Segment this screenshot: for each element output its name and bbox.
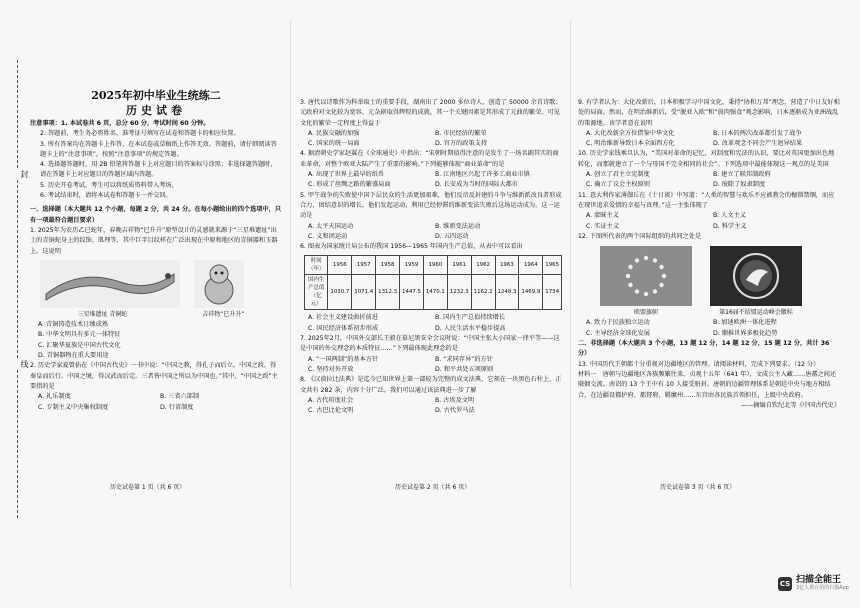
answer-option: A. 致力于民族独立运动 (586, 319, 650, 327)
page-column-1 (30, 88, 282, 413)
answer-option: C. 主导经济全球化发展 (586, 329, 650, 337)
table-cell: 1734 (543, 275, 562, 310)
question-2-options (30, 392, 282, 413)
table-header-row (305, 256, 562, 275)
answer-option: D. 长安成为当时的国际大都市 (435, 181, 518, 189)
question-11: 11. 意大利作家薄伽丘在《十日谈》中写道：“人类的智慧与欢乐不应被教会的枷锁禁锢，而应在现世追求爱情的幸福与真理。”这一主张体现了 (578, 191, 835, 209)
page-column-2 (300, 98, 562, 416)
column-divider (570, 20, 571, 588)
table-header-cell: 1965 (543, 256, 562, 275)
column-divider (290, 20, 291, 588)
question-10: 10. 历史学家钱乘旦认为，“美国对革命的记忆，对制度和宪法的认识，要比对英国更加出色地转化，而那就建立了一个与母国不完全相同的社会”。下列选项中最能体现这一观点的是美国 (578, 150, 835, 168)
note-line: 4. 选择题答题时，用 2B 铅笔将答题卡上对应题目的答案标号涂黑；非选择题答题时，请在答题卡上对应题目的答题区域内答题。 (40, 161, 277, 179)
camscanner-logo-icon: CS (778, 577, 792, 591)
watermark-name: 扫描全能王 (796, 575, 842, 585)
answer-option: A. 蒙昧主义 (586, 212, 619, 220)
answer-option: C. 国民经济体系初步形成 (308, 324, 379, 332)
table-cell: 1162.2 (471, 275, 495, 310)
table-header-cell: 1963 (495, 256, 519, 275)
table-header-cell: 1960 (423, 256, 447, 275)
answer-option: C. 古巴比伦文明 (308, 407, 354, 415)
answer-option: B. 江南地区兴起了许多工商业市镇 (435, 171, 530, 179)
answer-option: B. 维新变法运动 (435, 222, 481, 230)
material-source: ——摘编自钦纪北等《中国古代史》 (741, 401, 840, 409)
answer-option: D. 青铜器物在重大要用途 (38, 352, 109, 360)
question-8-options (300, 396, 562, 417)
bronze-snake-image (40, 260, 180, 308)
exam-title: 2025年初中毕业生统练二 (91, 89, 221, 102)
answer-option: D. 顺推世界多极化趋势 (713, 329, 778, 337)
page-column-3 (578, 98, 840, 411)
question-5-options (300, 222, 562, 243)
answer-option: B. 中华文明具有多元一体特征 (38, 331, 121, 339)
question-4: 4. 据清朝史学家赵翼在《全球通史》中指出：“宋朝时期值得注意的是发生了一场名副其实的商业革命，对整个欧亚大陆产生了重要的影响。”下列能够体现“商业革命”的是 (300, 150, 559, 168)
answer-option: B. 日本的两次改革都引发了战争 (713, 129, 802, 137)
answer-option: D. 改革观念不同会产生迥异结果 (713, 140, 803, 148)
answer-option: B. 三省六部制 (160, 393, 200, 401)
answer-option: B. 加速欧洲一体化进程 (713, 319, 777, 327)
section-heading: 一、选择题（本大题共 12 个小题，每题 2 分，共 24 分。在每小题给出的四个选项中，只有一项最符合题目要求） (30, 206, 282, 224)
question-1-options (30, 320, 282, 361)
answer-option: D. 科学主义 (713, 222, 747, 230)
table-cell: 1071.4 (352, 275, 376, 310)
note-line: 5. 历史开卷考试，考生可以将纸质资料带入考场。 (40, 181, 178, 189)
binding-label-top: 封 (6, 170, 30, 178)
question-1-images (40, 260, 282, 308)
answer-option: C. 汇聚华夏族是中国古代文化 (38, 341, 121, 349)
table-header-cell: 1956 (328, 256, 352, 275)
answer-option: B. 古埃及文明 (435, 396, 475, 404)
image-caption: 欧盟旗帜 (633, 309, 658, 317)
question-9-options (578, 129, 840, 150)
page-footer: 历史试卷第 3 页（共 6 页） (660, 484, 736, 491)
table-cell: 1030.7 (328, 275, 352, 310)
question-12: 12. 下图所代表的两个国际组织的共同之处是 (578, 232, 702, 240)
answer-option: B. 市民经济的繁荣 (435, 129, 487, 137)
answer-option: C. 专制主义中央集权制度 (38, 403, 109, 411)
table-cell: 1469.9 (519, 275, 543, 310)
table-cell: 1232.3 (447, 275, 471, 310)
answer-option: C. 明治维新导致日本全面西方化 (586, 140, 675, 148)
table-header-cell: 1961 (447, 256, 471, 275)
answer-option: A. 青铜铸造技术日臻成熟 (38, 321, 108, 329)
question-12-images (600, 246, 840, 306)
answer-option: D. 古代罗马法 (435, 407, 475, 415)
question-1-captions (30, 310, 282, 320)
table-header-cell: 1962 (471, 256, 495, 275)
question-12-captions (600, 308, 840, 318)
watermark-subtitle: 3亿人都在用的扫描App (796, 585, 849, 591)
table-header-cell: 1964 (519, 256, 543, 275)
answer-option: A. 创立了君主立宪制度 (586, 171, 650, 179)
answer-option: D. 行省制度 (160, 403, 194, 411)
scanner-watermark (778, 575, 849, 592)
answer-option: C. 义和团运动 (308, 232, 348, 240)
gdp-table (304, 255, 562, 310)
answer-option: D. 五四运动 (435, 232, 469, 240)
note-line: 6. 考试结束时，请将本试卷和答题卡一并交回。 (40, 192, 172, 200)
mascot-image (194, 260, 244, 308)
question-6-options (300, 313, 562, 334)
table-row-label: 国内生产总值（亿元） (305, 275, 328, 310)
section-heading: 二、非选择题（本大题共 3 个小题，13 题 12 分，14 题 12 分，15 题 12 分，共计 36 分） (578, 340, 830, 358)
question-9: 9. 有学者认为：大化改新后，日本积极学习中国文化，秉持“协和万邦”理念，营造了中日友好相处的局面。然而，在明治维新后，受“脱亚入欧”和“弱肉强食”观念影响，日本逐渐成为亚洲战乱的策源地。该学者意在说明 (578, 99, 840, 127)
answer-option: D. 废除了奴隶制度 (713, 181, 766, 189)
answer-option: A. 出现了世界上最早的纸币 (308, 171, 385, 179)
note-line: 3. 所有答案均在答题卡上作答，在本试卷或草稿纸上作答无效。答题前，请仔细阅读答题卡上的“注意事项”，按照“注意事项”的规定答题。 (40, 140, 277, 158)
answer-option: D. 人民生活水平稳步提高 (435, 324, 506, 332)
answer-option: A. 太平天国运动 (308, 222, 354, 230)
material-text: 材料一 唐朝与边疆地区各族频繁往来，贞观十五年（641 年），文成公主入藏……唐蕃之间还联姻交流。南诏的 13 个王中有 10 人接受册封。唐朝的边疆管理体系是朝廷中央与地方相结合，在边疆设都护府、都督府、羁縻州……东宫由各民族首领担任，上级中央政府。 (578, 370, 837, 399)
question-7: 7. 2025年2月，中国外交部长王毅在慕尼黑安全会议时说：“中国主张大小国家一律平等——这是中国的外交理念的本质特征……”下列最体现此理念的是 (300, 335, 560, 353)
answer-option: D. 和平共处五项原则 (435, 365, 494, 373)
answer-option: A. 大化改新全方位借鉴中华文化 (586, 129, 675, 137)
question-13: 13. 中国历代王朝都十分重视对边疆地区的管理。请阅读材料，完成下列要求。（12 分） (578, 360, 820, 368)
answer-option: B. 人文主义 (713, 212, 746, 220)
answer-option: B. 国内生产总值持续增长 (435, 314, 506, 322)
answer-option: C. 确立了议会主权原则 (586, 181, 650, 189)
answer-option: A. 礼乐制度 (38, 393, 71, 401)
binding-line (6, 60, 30, 518)
question-12-options (578, 318, 840, 339)
image-caption: 吉祥物“巳升升” (202, 310, 245, 318)
eu-flag-image (600, 246, 692, 306)
question-11-options (578, 211, 840, 232)
answer-option: A. “一国两制”的基本方针 (308, 355, 379, 363)
answer-option: A. 古代印度社会 (308, 396, 354, 404)
question-6: 6. 图表为国家统计局公布的我国 1956—1965 年国内生产总值，从表中可以看出 (300, 243, 523, 251)
exam-subtitle: 历史试卷 (126, 104, 186, 117)
question-3: 3. 唐代以诗歌作为科举取士的重要手段，湖南出了 2000 多位诗人，创造了 50000 余首诗歌；元政府对文化较为宽容，元杂剧取得辉煌的成就，其一个关键因素是其形成了元曲的繁荣。可见文化的繁荣一定程度上得益于 (300, 99, 562, 127)
answer-option: A. 社会主义建设曲折前进 (308, 314, 378, 322)
table-header-cell: 1959 (400, 256, 424, 275)
answer-option: C. 形成了丝绸之路的繁盛局面 (308, 181, 391, 189)
note-line: 2. 答题前，考生务必将姓名、准考证号填写在试卷和答题卡的相应位置。 (40, 130, 240, 138)
table-header-cell: 时间（年） (305, 256, 328, 275)
note-line: 注意事项：1. 本试卷共 6 页，总分 60 分，考试时间 60 分钟。 (30, 120, 210, 127)
question-10-options (578, 170, 840, 191)
answer-option: C. 实证主义 (586, 222, 620, 230)
table-row (305, 275, 562, 310)
question-5: 5. 甲午战争的失败使中国下层民众的生活更加艰难，他们反帝反封建的斗争与维新派改良者形成合力，团结意识的增长。他们发起运动，利用已经停滞的维新变法失败后这场运动成为。这一运动是 (300, 191, 562, 220)
question-2: 2. 历史学家夏曾佑在《中国古代史》一书中说：“中国之教，得孔子而后立。中国之政，得秦皇而后行。中国之境，得汉武而后定。三者皆中国之所以为中国也。”其中，“中国之政”主要指的是 (30, 362, 278, 390)
table-cell: 1248.3 (495, 275, 519, 310)
question-1: 1. 2025年为农历乙巳蛇年，春晚吉祥物“巳升升”原型设计的灵感就来源于“三星堆遗址”出土的青铜蛇身上的纹饰、肌理等，其中巨字目纹样在广泛出现在中原和地区的青铜器和玉器上。这说明 (30, 226, 278, 255)
page-footer: 历史试卷第 2 页（共 6 页） (395, 484, 471, 491)
answer-option: C. 坚持对外开放 (308, 365, 354, 373)
nam-summit-logo-image (710, 246, 802, 306)
page-footer: 历史试卷第 1 页（共 6 页） (110, 484, 186, 491)
answer-option: A. 民族交融的加强 (308, 129, 360, 137)
table-header-cell: 1957 (352, 256, 376, 275)
answer-option: B. “求同存异”的方针 (435, 355, 493, 363)
table-header-cell: 1958 (376, 256, 400, 275)
answer-option: C. 国家的统一局面 (308, 140, 360, 148)
question-8: 8. 《汉谟拉比法典》是迄今已知世界上第一部较为完整的成文法典，它刻在一块黑色石柱上，正文共有 282 条，内容十分广泛。我们可以通过该法典进一步了解 (300, 376, 562, 394)
image-caption: 三星堆遗址 青铜蛇 (77, 310, 128, 318)
question-7-options (300, 355, 562, 376)
dashed-cut-line (17, 60, 18, 518)
answer-option: D. 官方的政策支持 (435, 140, 488, 148)
table-cell: 1312.3 (376, 275, 400, 310)
binding-label-bottom: 线 (6, 360, 30, 368)
image-caption: 第16届不结盟运动峰会徽标 (719, 309, 793, 317)
question-4-options (300, 170, 562, 191)
answer-option: B. 建立了联邦制政府 (713, 171, 771, 179)
table-cell: 1447.5 (400, 275, 424, 310)
question-3-options (300, 129, 562, 150)
table-cell: 1470.1 (423, 275, 447, 310)
